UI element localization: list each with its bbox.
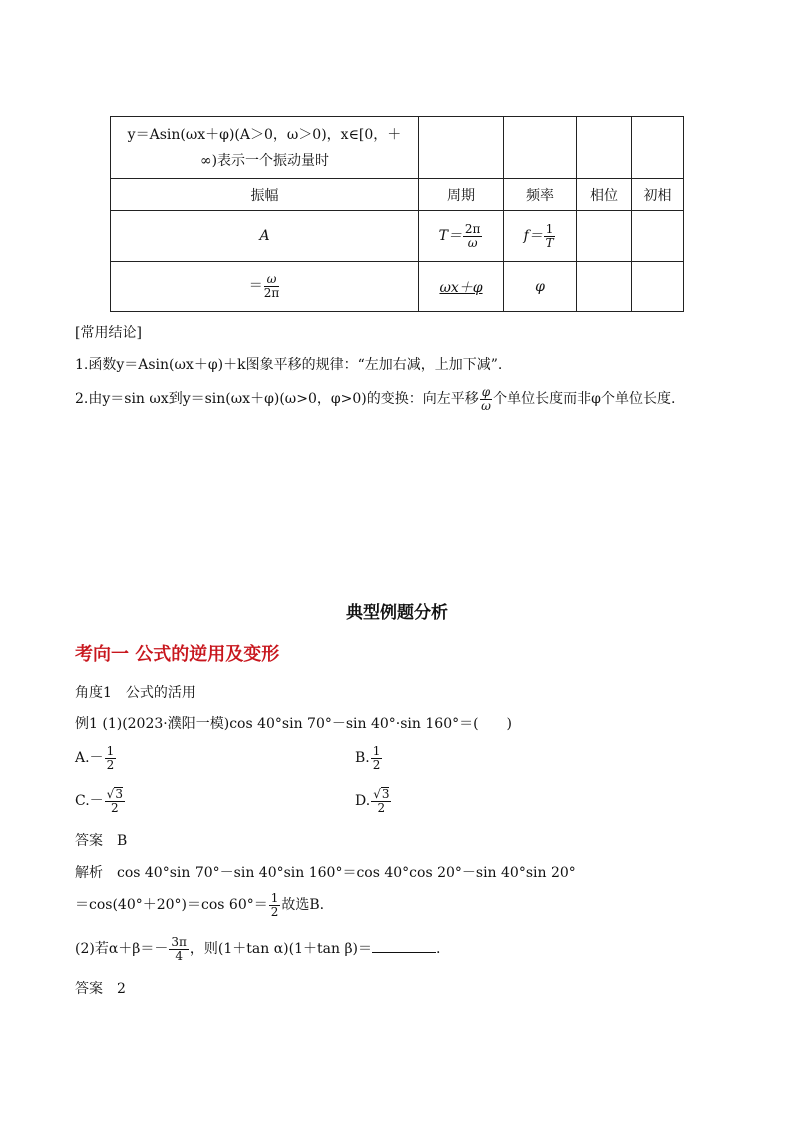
solution-1-line-2 bbox=[75, 886, 324, 924]
cell-phase-expr: ωx＋φ bbox=[419, 262, 504, 312]
q2-post: ，则(1＋tan α)(1＋tan β)＝ bbox=[189, 941, 373, 957]
omega-num: ω bbox=[264, 273, 280, 287]
omega-fraction bbox=[264, 273, 280, 299]
cell-period bbox=[419, 211, 504, 262]
example-question-2 bbox=[75, 930, 440, 968]
omega-den: 2π bbox=[263, 286, 280, 300]
option-d-den: 2 bbox=[377, 801, 386, 815]
q2-fraction bbox=[169, 936, 189, 962]
freq-num: 1 bbox=[545, 221, 554, 236]
option-d-fraction bbox=[371, 787, 391, 814]
col-frequency: 频率 bbox=[504, 179, 577, 211]
period-lhs: T＝ bbox=[438, 228, 462, 244]
cell-initial-phase: φ bbox=[504, 262, 577, 312]
q2-num: 3π bbox=[171, 934, 187, 949]
properties-table bbox=[110, 116, 684, 312]
option-a bbox=[75, 740, 117, 776]
q2-end: . bbox=[436, 941, 441, 957]
period-den: ω bbox=[467, 235, 478, 250]
item2-post: 个单位长度而非φ个单位长度. bbox=[493, 391, 676, 407]
option-a-label: A.－ bbox=[75, 750, 104, 766]
col-amplitude: 振幅 bbox=[111, 179, 419, 211]
freq-lhs: f＝ bbox=[523, 228, 543, 244]
freq-fraction bbox=[544, 223, 556, 249]
item2-pre: 2.由y＝sin ωx到y＝sin(ωx＋φ)(ω>0，φ>0)的变换：向左平移 bbox=[75, 391, 479, 407]
item2-den: ω bbox=[481, 398, 491, 413]
option-c-den: 2 bbox=[111, 801, 119, 815]
conclusion-item-2 bbox=[75, 380, 675, 418]
item2-num: φ bbox=[481, 384, 491, 399]
answer-2: 答案 2 bbox=[75, 981, 126, 997]
col-period: 周期 bbox=[419, 179, 504, 211]
empty-cell bbox=[577, 262, 632, 312]
option-b bbox=[355, 740, 383, 776]
empty-cell bbox=[632, 262, 684, 312]
empty-cell bbox=[577, 117, 632, 179]
option-c-label: C.－ bbox=[75, 793, 104, 809]
option-c-num: √3 bbox=[106, 787, 123, 802]
solution-1-line-1: 解析 cos 40°sin 70°－sin 40°sin 160°＝cos 40°cos 20°－sin 40°sin 20° bbox=[75, 865, 576, 881]
example-question-1: 例1 (1)(2023·濮阳一模)cos 40°sin 70°－sin 40°·sin 160°＝( ) bbox=[75, 716, 513, 732]
sol1-num: 1 bbox=[270, 890, 279, 905]
option-c-rad: 3 bbox=[115, 787, 123, 802]
empty-cell bbox=[504, 117, 577, 179]
col-initial-phase: 初相 bbox=[632, 179, 684, 211]
option-b-num: 1 bbox=[372, 743, 381, 758]
option-a-fraction bbox=[105, 745, 117, 771]
empty-cell bbox=[632, 117, 684, 179]
empty-cell bbox=[632, 211, 684, 262]
option-d-rad: 3 bbox=[381, 787, 390, 802]
period-num: 2π bbox=[464, 221, 481, 236]
item2-fraction bbox=[480, 386, 492, 412]
cell-amplitude: A bbox=[111, 211, 419, 262]
option-d-num: √3 bbox=[373, 787, 390, 802]
section-title: 典型例题分析 bbox=[346, 603, 448, 623]
option-a-num: 1 bbox=[106, 743, 115, 758]
option-d bbox=[355, 782, 392, 820]
q2-pre: (2)若α＋β＝－ bbox=[75, 941, 169, 957]
option-d-label: D. bbox=[355, 793, 371, 809]
option-b-fraction bbox=[371, 745, 383, 771]
table-header-cell bbox=[111, 117, 419, 179]
header-line-1: y＝Asin(ωx＋φ)(A＞0，ω＞0)，x∈[0，＋ bbox=[127, 126, 402, 143]
col-phase: 相位 bbox=[577, 179, 632, 211]
subtopic-title: 角度1 公式的活用 bbox=[75, 685, 196, 701]
period-fraction bbox=[463, 223, 483, 249]
empty-cell bbox=[577, 211, 632, 262]
conclusion-item-1: 1.函数y＝Asin(ωx＋φ)＋k图象平移的规律：“左加右减，上加下减”. bbox=[75, 357, 503, 373]
cell-frequency bbox=[504, 211, 577, 262]
answer-blank[interactable] bbox=[372, 940, 436, 953]
q2-den: 4 bbox=[175, 948, 183, 963]
freq-den: T bbox=[545, 235, 554, 250]
empty-cell bbox=[419, 117, 504, 179]
cell-amplitude-2 bbox=[111, 262, 419, 312]
sol1-post: 故选B. bbox=[281, 897, 325, 913]
sol1-pre: ＝cos(40°＋20°)＝cos 60°＝ bbox=[75, 897, 268, 913]
topic-title: 考向一 公式的逆用及变形 bbox=[75, 644, 280, 665]
sol1-fraction bbox=[269, 892, 281, 918]
header-line-2: ∞)表示一个振动量时 bbox=[199, 152, 330, 169]
option-a-den: 2 bbox=[106, 757, 115, 772]
conclusions-heading: [常用结论] bbox=[75, 325, 142, 341]
sol1-den: 2 bbox=[270, 904, 279, 919]
option-c-fraction bbox=[105, 787, 125, 814]
option-b-den: 2 bbox=[372, 757, 381, 772]
answer-1: 答案 B bbox=[75, 833, 128, 849]
option-c bbox=[75, 782, 126, 820]
option-b-label: B. bbox=[355, 750, 370, 766]
eq-sign: ＝ bbox=[248, 278, 263, 295]
